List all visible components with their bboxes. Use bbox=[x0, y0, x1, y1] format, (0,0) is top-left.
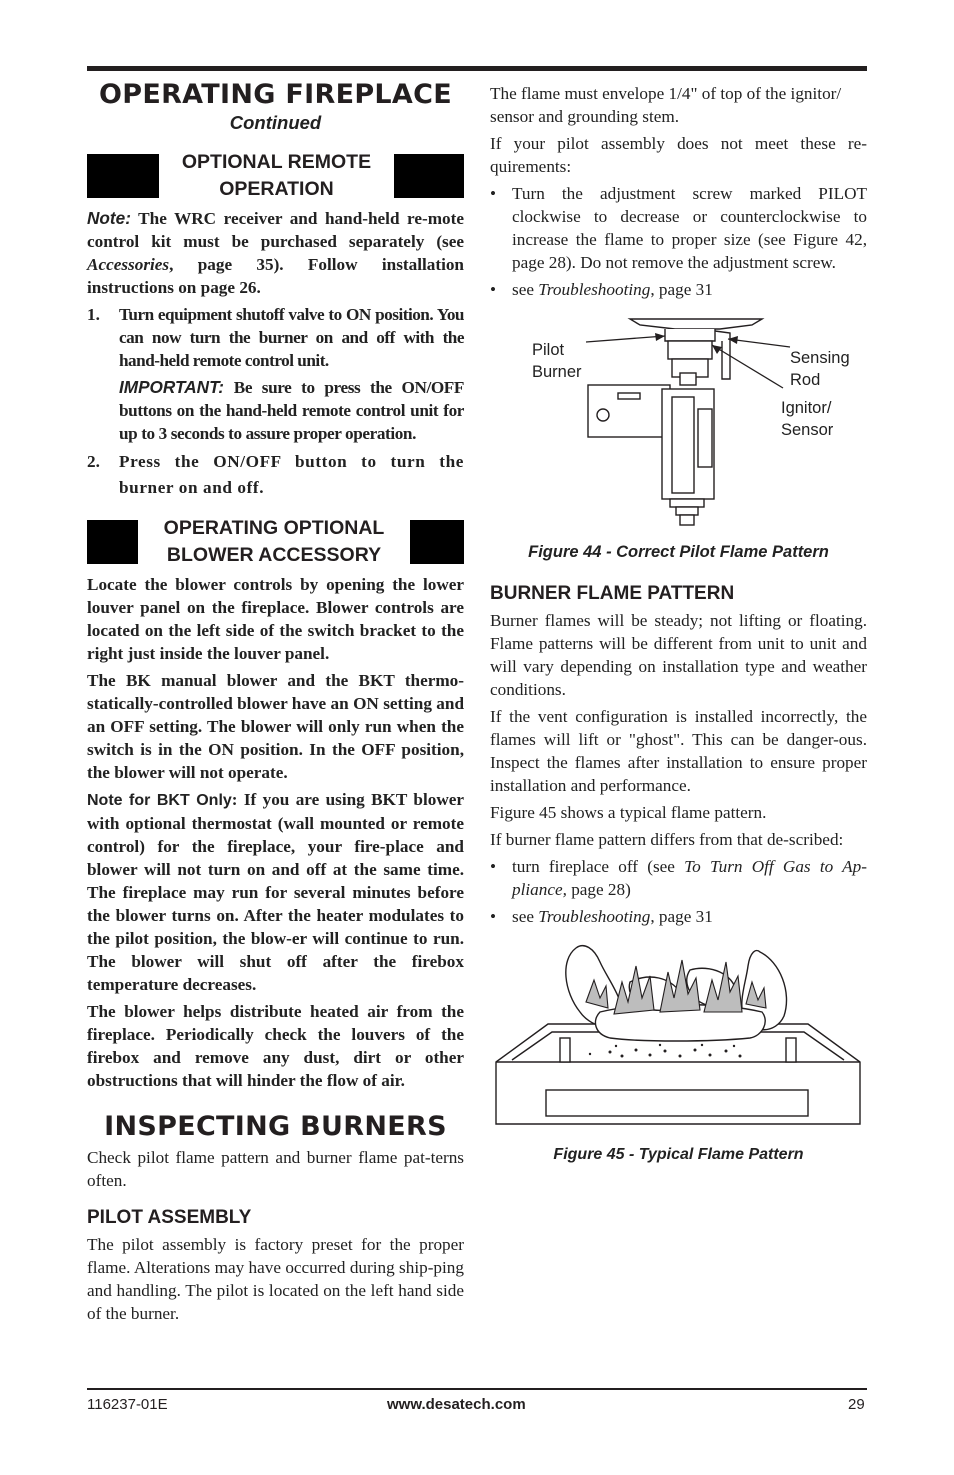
remote-step-1 bbox=[87, 303, 464, 372]
figure-44 bbox=[490, 311, 867, 529]
pilot-assembly-text: The pilot assembly is factory preset for the proper flame. Alterations may have occurred during ship-ping and handling. The pilot is located on the left hand side of the burner. bbox=[87, 1235, 464, 1323]
footer-doc-number: 116237-01E bbox=[87, 1396, 168, 1413]
label-pilot-burner bbox=[532, 339, 582, 383]
troubleshooting-link: Troubleshooting bbox=[538, 907, 651, 926]
remote-step-2 bbox=[87, 449, 464, 501]
footer-website[interactable]: www.desatech.com bbox=[387, 1396, 526, 1413]
flame-envelope-text: The flame must envelope 1/4" of top of the ignitor/ sensor and grounding stem. bbox=[490, 84, 842, 126]
label-ignitor-sensor bbox=[781, 397, 833, 441]
inspecting-intro: Check pilot flame pattern and burner flame pat-terns often. bbox=[87, 1148, 464, 1190]
blower-paragraph-2: The BK manual blower and the BKT thermo-statically-controlled blower have an ON setting and an OFF setting. The blower will only run when the switch is in the ON position. In the OFF position, the blower will not operate. bbox=[87, 671, 464, 782]
top-rule bbox=[87, 66, 867, 71]
remote-heading-line1: OPTIONAL REMOTE bbox=[181, 151, 372, 173]
right-column bbox=[490, 82, 867, 1164]
bullet-dot: • bbox=[490, 280, 497, 299]
label-sensing: Sensing bbox=[790, 349, 850, 367]
troubleshooting-link: Troubleshooting bbox=[538, 280, 651, 299]
step-text: Press the ON/OFF button to turn the burner on and off. bbox=[119, 452, 464, 497]
burner-text-2: If the vent configuration is installed incorrectly, the flames will lift or "ghost". This can be danger-ous. Inspect the flames after installation to ensure proper installation and performance. bbox=[490, 707, 867, 795]
turn-off-a: turn fireplace off (see bbox=[512, 857, 685, 876]
figure-45-caption: Figure 45 - Typical Flame Pattern bbox=[553, 1146, 804, 1163]
remote-heading-banner bbox=[87, 149, 464, 203]
note-text-b: , page 35). Follow installation instructions on page 26. bbox=[87, 255, 464, 297]
bkt-note-label: Note for BKT Only bbox=[87, 792, 232, 809]
remote-important bbox=[119, 376, 464, 445]
troubleshooting-ref bbox=[512, 278, 867, 301]
remote-note bbox=[87, 207, 464, 299]
see-text: see bbox=[512, 280, 539, 299]
accessories-ref: Accessories bbox=[87, 255, 170, 274]
banner-bar-right bbox=[394, 154, 464, 198]
troubleshooting-bullet-1 bbox=[490, 278, 867, 301]
pilot-assembly-heading: PILOT ASSEMBLY bbox=[87, 1207, 252, 1228]
burner-text-1: Burner flames will be steady; not lifting or floating. Flame patterns will be different from unit to unit and will vary depending on installation type and weather conditions. bbox=[490, 611, 867, 699]
inspecting-title: INSPECTING BURNERS bbox=[104, 1111, 447, 1142]
label-ignitor: Ignitor/ bbox=[781, 399, 832, 417]
remote-heading bbox=[182, 149, 371, 203]
burner-text-4: If burner flame pattern differs from that de-scribed: bbox=[490, 830, 844, 849]
note-label: Note: bbox=[87, 208, 131, 228]
banner-bar-left bbox=[87, 520, 138, 564]
note-text-a: The WRC receiver and hand-held re-mote control kit must be purchased separately (see bbox=[87, 209, 464, 251]
step-number: 1. bbox=[87, 305, 100, 324]
flame-pattern-illustration bbox=[490, 942, 867, 1138]
important-label: IMPORTANT: bbox=[119, 377, 225, 397]
blower-paragraph-3: The blower helps distribute heated air from the fireplace. Periodically check the louvers of the firebox and remove any dust, dirt or other obstructions that will hinder the flow of air. bbox=[87, 1002, 464, 1090]
left-column bbox=[87, 78, 464, 1329]
see-text: see bbox=[512, 907, 539, 926]
troubleshooting-ref-2 bbox=[512, 905, 867, 928]
blower-paragraph-1: Locate the blower controls by opening the lower louver panel on the fireplace. Blower controls are located on the left side of the switch bracket to the right just inside the louver panel. bbox=[87, 575, 464, 663]
blower-heading-line1: OPERATING OPTIONAL bbox=[163, 517, 385, 539]
troubleshooting-bullet-2 bbox=[490, 905, 867, 928]
label-burner: Burner bbox=[532, 363, 582, 381]
bottom-rule bbox=[87, 1388, 867, 1390]
bullet-dot: • bbox=[490, 907, 497, 926]
banner-bar-right bbox=[410, 520, 464, 564]
burner-flame-heading: BURNER FLAME PATTERN bbox=[490, 583, 735, 604]
turn-off-b: page 28) bbox=[566, 880, 631, 899]
blower-heading-banner bbox=[87, 515, 464, 569]
label-pilot: Pilot bbox=[532, 341, 565, 359]
bullet-dot: • bbox=[490, 857, 497, 876]
blower-heading bbox=[164, 515, 385, 569]
bullet-dot: • bbox=[490, 184, 497, 203]
page-ref: , page 31 bbox=[650, 907, 713, 926]
label-sensing-rod bbox=[790, 347, 850, 391]
blower-bkt-note bbox=[87, 788, 464, 996]
burner-text-3: Figure 45 shows a typical flame pattern. bbox=[490, 803, 767, 822]
footer-page-number: 29 bbox=[848, 1396, 865, 1413]
bkt-note-text: : If you are using BKT blower with optional thermostat (wall mounted or remote control) for the fireplace, your fire-place and blower will not turn on and off at the same time. The fireplace may run for several minutes before the blower turns on. After the heater modulates to the pilot position, the blow-er will continue to run. The blower will shut off after the firebox temperature decreases. bbox=[87, 790, 464, 994]
requirements-text: If your pilot assembly does not meet these re-quirements: bbox=[490, 134, 867, 176]
step-number: 2. bbox=[87, 452, 100, 471]
adjust-bullet-text: Turn the adjustment screw marked PILOT clockwise to decrease or counterclockwise to increase the flame to proper size (see Figure 42, page 28). Do not remove the adjustment screw. bbox=[512, 184, 867, 272]
important-text: Be sure to press the ON/OFF buttons on the hand-held remote control unit for up to 3 seconds to assure proper operation. bbox=[119, 378, 464, 443]
section-title: OPERATING FIREPLACE bbox=[99, 79, 452, 110]
adjust-bullet bbox=[490, 182, 867, 274]
remote-heading-line2: OPERATION bbox=[219, 178, 334, 200]
turn-off-bullet bbox=[490, 855, 867, 901]
page-ref: , page 31 bbox=[650, 280, 713, 299]
step-text: Turn equipment shutoff valve to ON position. You can now turn the burner on and off with the hand-held remote control unit. bbox=[119, 305, 464, 370]
label-rod: Rod bbox=[790, 371, 821, 389]
turn-off-text bbox=[512, 855, 867, 901]
continued-label: Continued bbox=[229, 112, 322, 133]
banner-bar-left bbox=[87, 154, 159, 198]
figure-44-caption: Figure 44 - Correct Pilot Flame Pattern bbox=[528, 543, 829, 561]
label-sensor: Sensor bbox=[781, 421, 834, 439]
blower-heading-line2: BLOWER ACCESSORY bbox=[166, 544, 382, 566]
turn-off-gas-ref: To Turn Off Gas to Ap-pliance, bbox=[512, 857, 867, 899]
